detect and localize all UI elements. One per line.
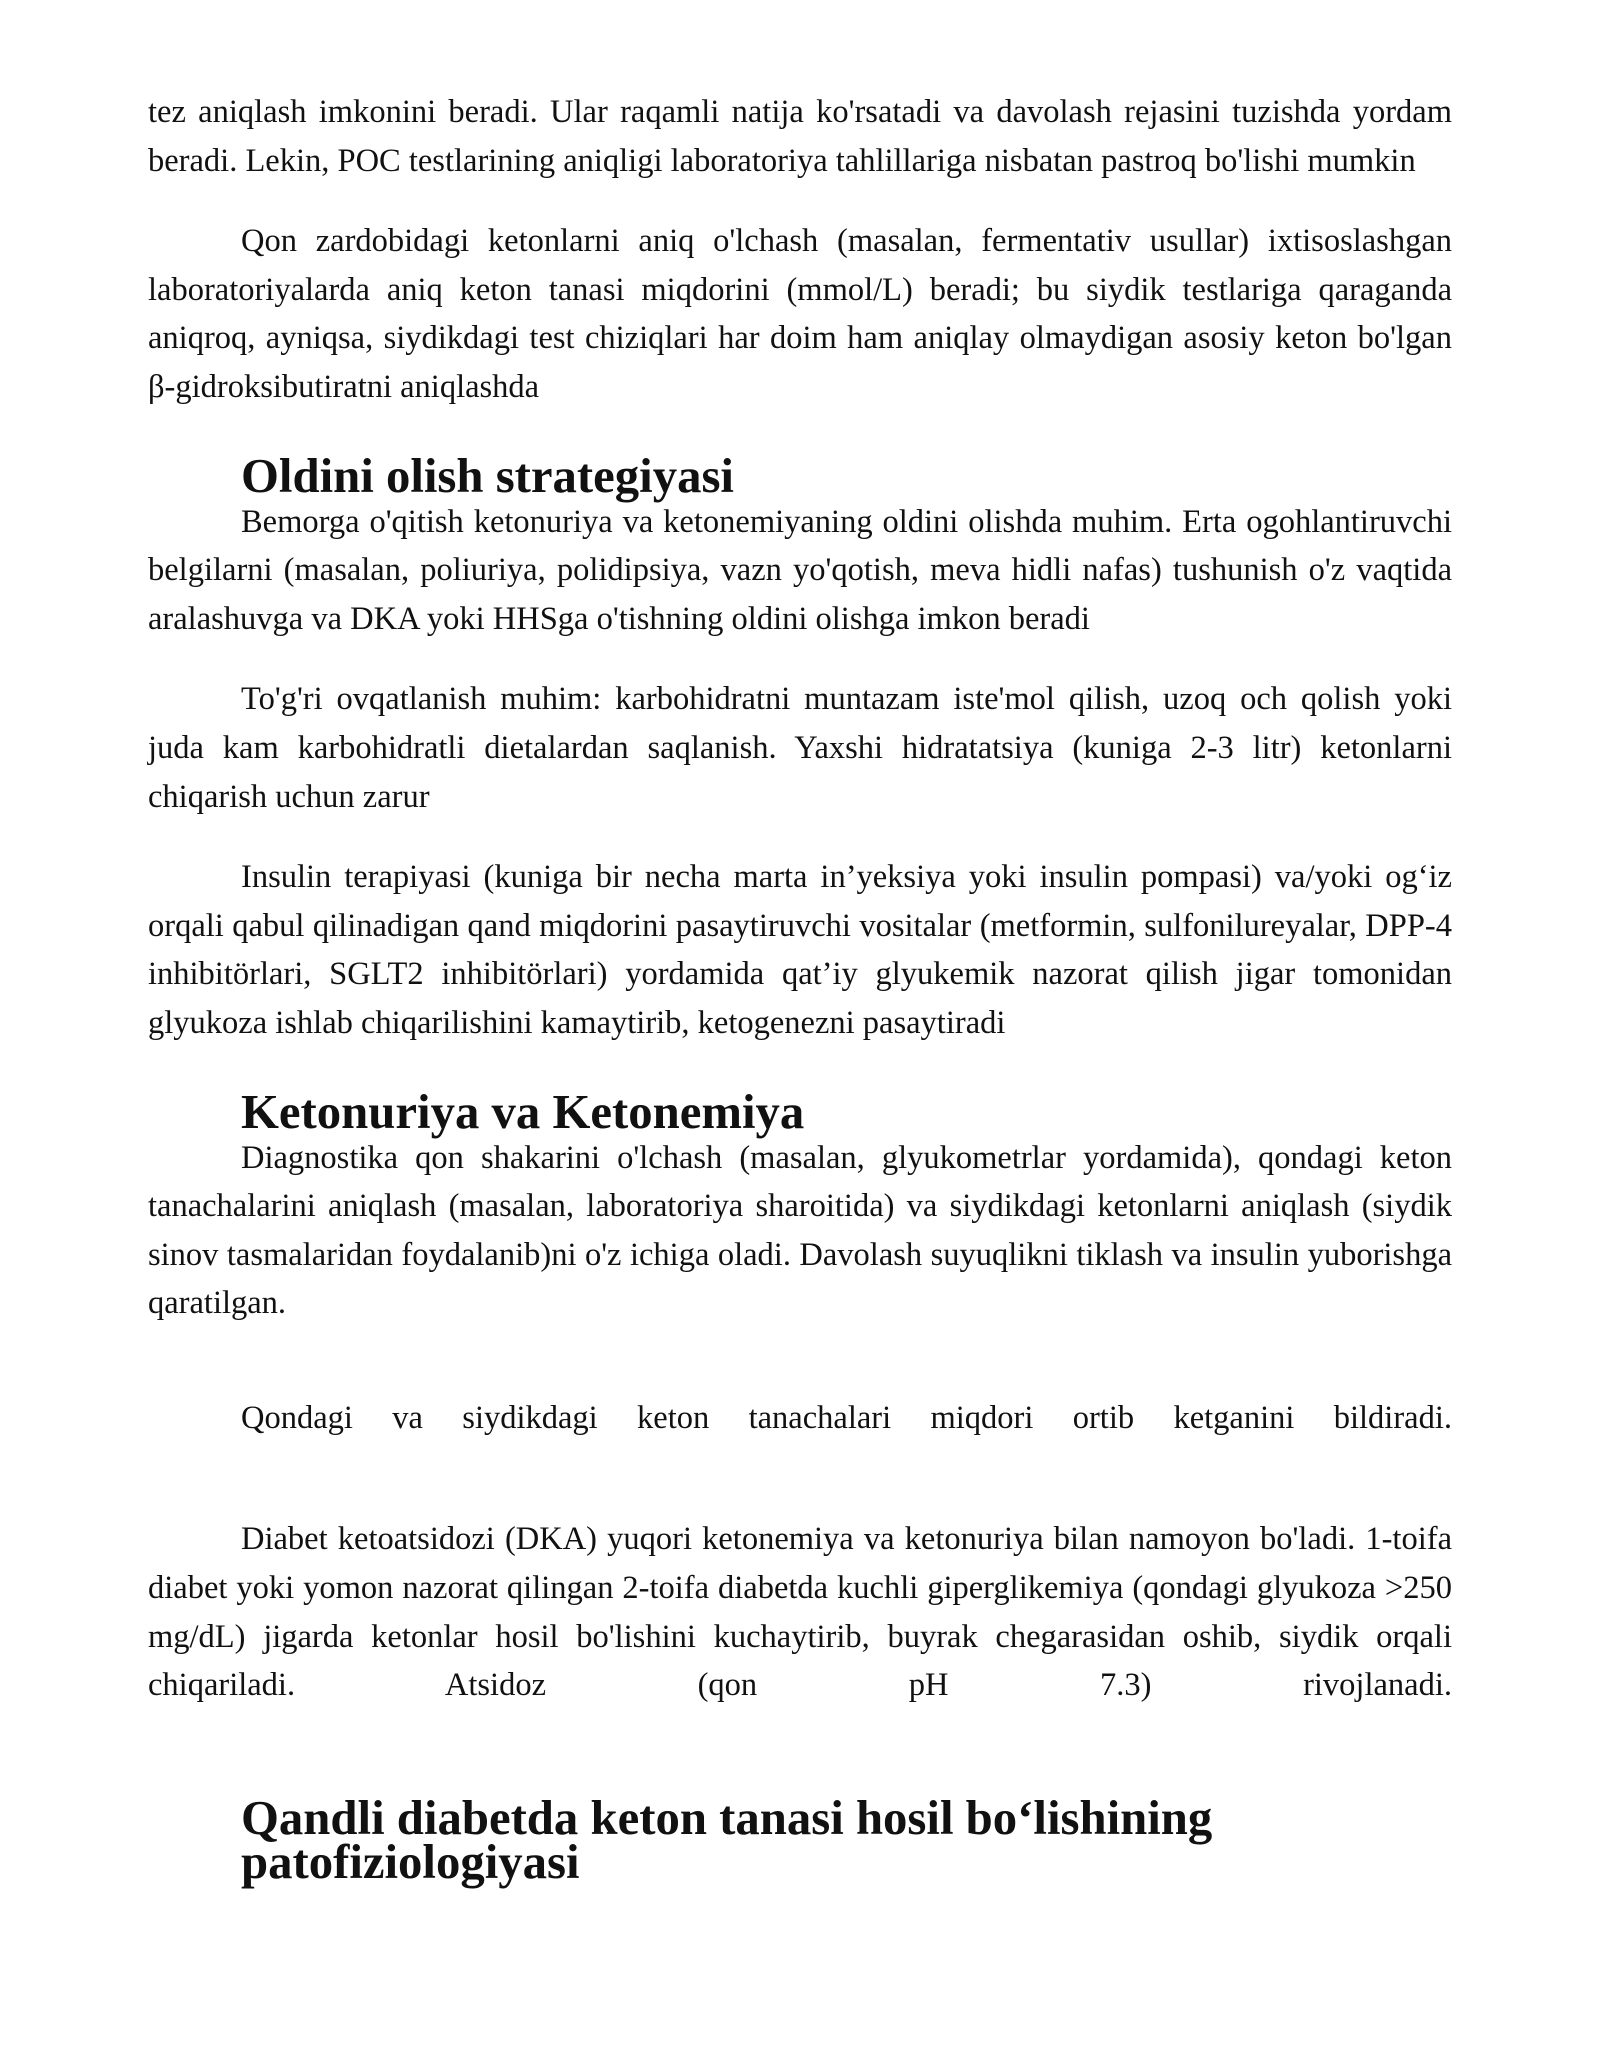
paragraph-dka: Diabet ketoatsidozi (DKA) yuqori ketonemiya va ketonuriya bilan namoyon bo'ladi. 1-toifa diabet yoki yomon nazorat qilingan 2-toifa diabetda kuchli giperglikemiya (qondagi glyukoza >250 mg/dL) jigarda ketonlar hosil bo'lishini kuchaytirib, buyrak chegarasidan oshib, siydik orqali chiqariladi. Atsidoz (qon pH 7.3) rivojlanadi. xyxy=(148,1521,1452,1704)
paragraph-poc-tests: tez aniqlash imkonini beradi. Ular raqamli natija ko'rsatadi va davolash rejasini tuzishda yordam beradi. Lekin, POC testlarining aniqligi laboratoriya tahlillariga nisbatan pastroq bo'lishi mumkin xyxy=(148,94,1452,179)
paragraph-ketone-increase: Qondagi va siydikdagi keton tanachalari miqdori ortib ketganini bildiradi. xyxy=(241,1399,1452,1436)
heading-ketonuria-ketonemia: Ketonuriya va Ketonemiya xyxy=(241,1084,805,1139)
paragraph-insulin-therapy: Insulin terapiyasi (kuniga bir necha marta in’yeksiya yoki insulin pompasi) va/yoki ogʻiz orqali qabul qilinadigan qand miqdorini pasaytiruvchi vositalar (metformin, sulfonilureyalar, DPP-4 inhibitörlari, SGLT2 inhibitörlari) yordamida qat’iy glyukemik nazorat qilish jigar tomonidan glyukoza ishlab chiqarilishini kamaytirib, ketogenezni pasaytiradi xyxy=(148,859,1452,1041)
heading-pathophysiology: Qandli diabetda keton tanasi hosil boʻlishining patofiziologiyasi xyxy=(241,1790,1213,1889)
paragraph-nutrition: To'g'ri ovqatlanish muhim: karbohidratni muntazam iste'mol qilish, uzoq och qolish yoki juda kam karbohidratli dietalardan saqlanish. Yaxshi hidratatsiya (kuniga 2-3 litr) ketonlarni chiqarish uchun zarur xyxy=(148,681,1452,815)
heading-prevention-strategy: Oldini olish strategiyasi xyxy=(241,448,734,503)
document-page xyxy=(148,88,1452,1889)
paragraph-diagnostics: Diagnostika qon shakarini o'lchash (masalan, glyukometrlar yordamida), qondagi keton tanachalarini aniqlash (masalan, laboratoriya sharoitida) va siydikdagi ketonlarni aniqlash (siydik sinov tasmalaridan foydalanib)ni o'z ichiga oladi. Davolash suyuqlikni tiklash va insulin yuborishga qaratilgan. xyxy=(148,1139,1452,1322)
paragraph-patient-education: Bemorga o'qitish ketonuriya va ketonemiyaning oldini olishda muhim. Erta ogohlantiruvchi belgilarni (masalan, poliuriya, polidipsiya, vazn yo'qotish, meva hidli nafas) tushunish o'z vaqtida aralashuvga va DKA yoki HHSga o'tishning oldini olishga imkon beradi xyxy=(148,503,1452,637)
paragraph-serum-ketones: Qon zardobidagi ketonlarni aniq o'lchash (masalan, fermentativ usullar) ixtisoslashgan laboratoriyalarda aniq keton tanasi miqdorini (mmol/L) beradi; bu siydik testlariga qaraganda aniqroq, ayniqsa, siydikdagi test chiziqlari har doim ham aniqlay olmaydigan asosiy keton bo'lgan β-gidroksibutiratni aniqlashda xyxy=(148,223,1452,405)
